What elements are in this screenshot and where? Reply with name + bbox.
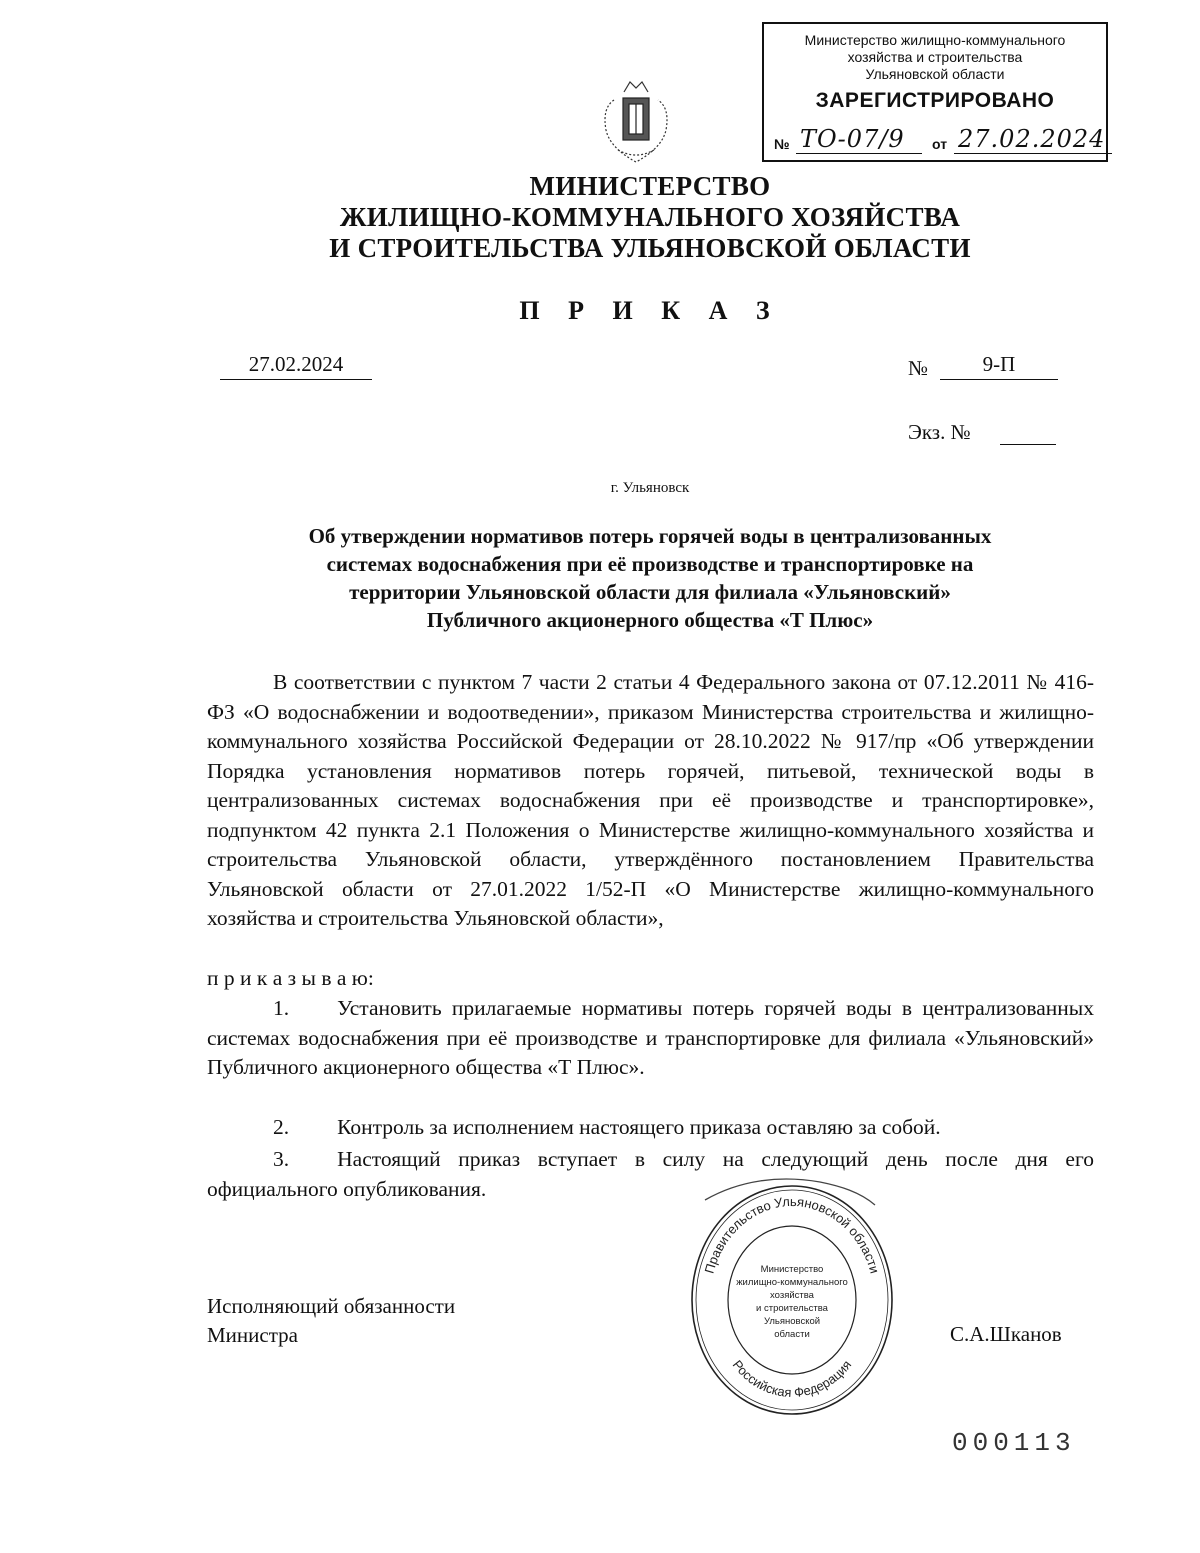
seal-inner-line3: хозяйства bbox=[770, 1290, 814, 1301]
item-text: Установить прилагаемые нормативы потерь горячей воды в централизованных системах водоснабжения при её производстве и транспортировке для филиала «Ульяновский» Публичного акционерного общества «Т Плюс». bbox=[207, 996, 1094, 1079]
copy-number-label: Экз. № bbox=[908, 420, 971, 444]
seal-inner-line1: Министерство bbox=[760, 1264, 824, 1275]
item-number: 2. bbox=[273, 1115, 290, 1139]
seal-inner-line5: Ульяновской bbox=[763, 1316, 821, 1327]
page-serial-number: 000113 bbox=[952, 1428, 1076, 1458]
order-number: 9-П bbox=[940, 352, 1058, 380]
order-number-sign: № bbox=[908, 356, 929, 380]
reg-stamp-number-row bbox=[774, 125, 1106, 158]
header-line-1: МИНИСТЕРСТВО bbox=[529, 171, 771, 201]
city: г. Ульяновск bbox=[610, 480, 690, 496]
official-seal bbox=[688, 1182, 896, 1418]
header-line-3: И СТРОИТЕЛЬСТВА УЛЬЯНОВСКОЙ ОБЛАСТИ bbox=[329, 233, 971, 263]
registration-stamp bbox=[762, 22, 1108, 162]
signer-name: С.А.Шканов bbox=[950, 1322, 1062, 1346]
reg-stamp-status: ЗАРЕГИСТРИРОВАНО bbox=[815, 89, 1055, 112]
seal-inner-line2: жилищно-коммунального bbox=[736, 1277, 848, 1288]
reg-stamp-org-line3: Ульяновской области bbox=[865, 66, 1005, 82]
seal-inner-line4: и строительства bbox=[756, 1303, 828, 1314]
subject-line-2: системах водоснабжения при её производстве и транспортировке на bbox=[326, 552, 974, 576]
item-text: Настоящий приказ вступает в силу на следующий день после дня его официального опубликования. bbox=[207, 1147, 1094, 1201]
header-line-2: ЖИЛИЩНО-КОММУНАЛЬНОГО ХОЗЯЙСТВА bbox=[339, 202, 961, 232]
signer-role-line1: Исполняющий обязанности bbox=[207, 1294, 456, 1318]
order-date: 27.02.2024 bbox=[220, 352, 372, 380]
coat-of-arms-emblem bbox=[596, 70, 676, 170]
reg-number-handwritten: ТО-07/9 bbox=[796, 125, 922, 154]
reg-date-handwritten: 27.02.2024 bbox=[954, 125, 1112, 154]
signer-role bbox=[207, 1292, 455, 1350]
item-text: Контроль за исполнением настоящего приказа оставляю за собой. bbox=[337, 1115, 941, 1139]
reg-stamp-org-line1: Министерство жилищно-коммунального bbox=[804, 32, 1066, 48]
seal-outer-bottom-text: Российская Федерация bbox=[729, 1357, 855, 1400]
item-number: 3. bbox=[273, 1147, 290, 1171]
item-number: 1. bbox=[273, 996, 290, 1020]
order-item-3 bbox=[207, 1145, 1094, 1204]
order-item-2 bbox=[207, 1113, 1094, 1143]
order-word: п р и к а з ы в а ю: bbox=[207, 966, 374, 990]
copy-number-blank bbox=[1000, 444, 1056, 445]
order-item-1 bbox=[207, 994, 1094, 1083]
preamble-paragraph: В соответствии с пунктом 7 части 2 статьи 4 Федерального закона от 07.12.2011 № 416-ФЗ «О водоснабжении и водоотведении», приказом Министерства строительства и жилищно-коммунального хозяйства Российской Федерации от 28.10.2022 № 917/пр «Об утверждении Порядка установления нормативов потерь горячей, питьевой, технической воды в централизованных системах водоснабжения при её производстве и транспортировке», подпунктом 42 пункта 2.1 Положения о Министерстве жилищно-коммунального хозяйства и строительства Ульяновской области, утверждённого постановлением Правительства Ульяновской области от 27.01.2022 1/52-П «О Министерстве жилищно-коммунального хозяйства и строительства Ульяновской области», bbox=[207, 670, 1094, 930]
subject-line-3: территории Ульяновской области для филиала «Ульяновский» bbox=[349, 580, 951, 604]
order-title: П Р И К А З bbox=[519, 296, 781, 325]
subject-line-4: Публичного акционерного общества «Т Плюс» bbox=[426, 608, 874, 632]
reg-number-label: № bbox=[774, 136, 790, 152]
seal-outer-top-text: Правительство Ульяновской области bbox=[701, 1193, 883, 1276]
seal-inner-line6: области bbox=[774, 1329, 810, 1340]
signer-role-line2: Министра bbox=[207, 1323, 298, 1347]
order-subject bbox=[200, 522, 1100, 634]
reg-stamp-org-line2: хозяйства и строительства bbox=[847, 49, 1023, 65]
subject-line-1: Об утверждении нормативов потерь горячей воды в централизованных bbox=[308, 524, 992, 548]
reg-date-label: от bbox=[932, 136, 948, 152]
